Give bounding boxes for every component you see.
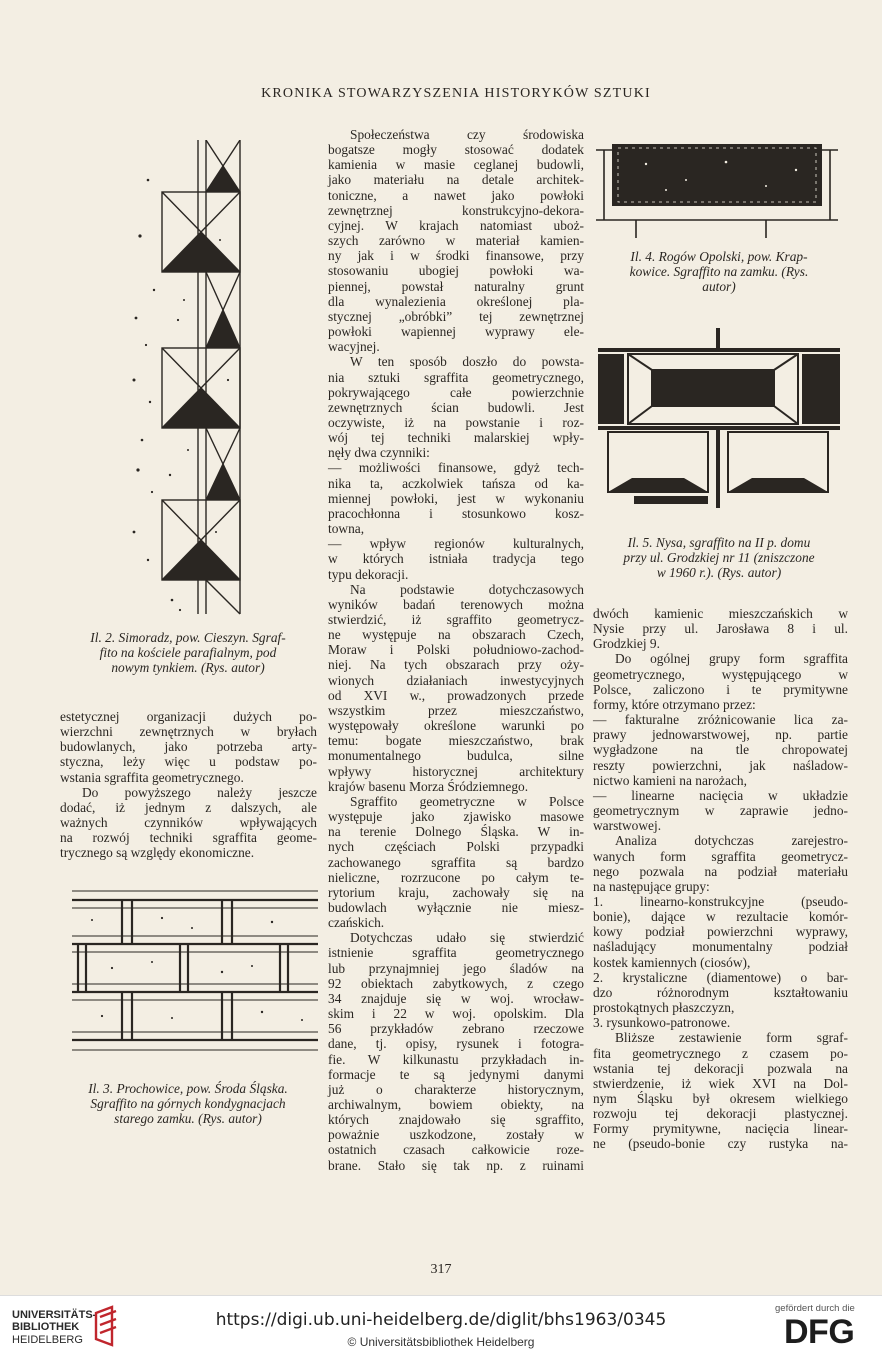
right-column-text: dwóch kamienic mieszczańskich w Nysie przy ul. Jarosława 8 i ul. Grodzkiej 9. Do ogólnej grupy form sgraffita geometrycznego, występującego w Polsce, zaliczono i te prymitywne formy, które otrzymano przez: — fakturalne zróżnicowanie lica za- prawy jednowarstwowej, np. partie wygładzone na tle chropowatej reszty powierzchni, jak naśladow- nictwo kamieni na narożach, — linearne nacięcia w układzie geometrycznym w zaprawie jedno- warstwowej. Analiza dotychczas zarejestro- wanych form sgraffita geometrycz- nego pozwala na podział materiału na następujące grupy: 1. linearno-konstrukcyjne (pseudo- bonie), dające w rezultacie komór- kowy podział powierzchni wyprawy, naśladujący monumentalny podział kostek kamiennych (ciosów), 2. krystaliczne (diamentowe) o bar- dzo różnorodnym kształtowaniu prostokątnych płaszczyzn, 3. rysunkowo-patronowe. Bliższe zestawienie form sgraf- fita geometrycznego z czasem po- wstania tej dekoracji pozwala na stwierdzenie, iż wiek XVI na Dol- nym Śląsku był okresem wielkiego rozwoju tej dekoracji plastycznej. Formy prymitywne, nacięcia linear- ne (pseudo-bonie czy rustyka na-	[593, 606, 848, 1152]
page-url-link[interactable]: https://digi.ub.uni-heidelberg.de/diglit/bhs1963/0345	[215, 1310, 667, 1330]
funding-label: gefördert durch die	[775, 1303, 855, 1314]
figure-5-caption: Il. 5. Nysa, sgraffito na II p. domu przy ul. Grodzkiej nr 11 (zniszczone w 1960 r.). (Rys. autor)	[623, 535, 815, 581]
copyright-notice: © Universitätsbibliothek Heidelberg	[347, 1335, 535, 1349]
figure-3-drawing	[72, 888, 318, 1064]
running-header: KRONIKA STOWARZYSZENIA HISTORYKÓW SZTUKI	[261, 86, 651, 101]
library-logo-text[interactable]: UNIVERSITÄTS- BIBLIOTHEK HEIDELBERG	[12, 1309, 97, 1346]
figure-3-caption: Il. 3. Prochowice, pow. Środa Śląska. Sgraffito na górnych kondygnacjach starego zamku. (Rys. autor)	[88, 1081, 288, 1127]
figure-5-drawing	[598, 328, 840, 508]
middle-column-text: Społeczeństwa czy środowiska bogatsze mogły stosować dodatek kamienia w masie ceglanej budowli, jako materiału na detale architek- tonicznе, a nawet jako powłoki zewnętrznej konstrukcyjno-dekora- cyjnej. W krajach natomiast uboż- szych zarówno w materiał kamien- ny jak i w środki finansowe, przy stosowaniu ubogiej powłoki wa- piennej, powstał naturalny grunt dla wynalezienia określonej pla- stycznej „obróbki” tej zewnętrznej powłoki wapiennej wyprawy ele- wacyjnej. W ten sposób doszło do powsta- nia sztuki sgraffita geometrycznego, pokrywającego całe powierzchnie zewnętrznych ścian budowli. Jest oczywiste, iż na powstanie i roz- wój tej techniki malarskiej wpły- nęły dwa czynniki: — możliwości finansowe, gdyż tech- nika ta, aczkolwiek tańsza od ka- miennej powłoki, jest w wykonaniu pracochłonna i stosunkowo kosz- towna, — wpływ regionów kulturalnych, w których istniała tradycja tego typu dekoracji. Na podstawie dotychczasowych wyników badań terenowych można stwierdzić, iż sgraffito geometrycz- ne występuje na obszarach Czech, Moraw i Polski południowo-zachod- niej. Na tych obszarach przy oży- wionych działaniach inwestycyjnych od XVI w., prowadzonych przede wszystkim przez mieszczaństwo, występowały określone warunki po temu: bogate mieszczaństwo, brak monumentalnego budulca, silne wpływy historycznej architektury krajów basenu Morza Śródziemnego. Sgraffito geometryczne w Polsce występuje jako zjawisko masowe na terenie Dolnego Śląska. W in- nych częściach Polski przypadki zachowanego sgraffita są bardzo nieliczne, rozrzucone po całym te- rytorium kraju, zachowały się na budowlach wyłącznie nie miesz- czańskich. Dotychczas udało się stwierdzić istnienie sgraffita geometrycznego lub przynajmniej jego śladów na 92 obiektach zabytkowych, z czego 34 znajduje się w woj. wrocław- skim i 22 w woj. opolskim. Dla 56 przykładów zebrano rzeczowe dane, tj. opisy, rysunek i fotogra- fie. W kilkunastu przykładach in- formacje te są jedynymi danymi już o charakterze historycznym, archiwalnym, bowiem obiekty, na których znajdowało się sgraffito, poważnie uszkodzone, zostały w ostatnich czasach całkowicie roze- brane. Stało się tak np. z ruinami	[328, 127, 584, 1173]
figure-2-caption: Il. 2. Simoradz, pow. Cieszyn. Sgraf- fito na kościele parafialnym, pod nowym tynkiem. (Rys. autor)	[90, 630, 286, 676]
figure-4-drawing	[596, 134, 838, 238]
left-column-text: estetycznej organizacji dużych po- wierzchni zewnętrznych w bryłach budowlanych, jako potrzeba arty- styczna, leży więc u podstaw po- wstania sgraffita geometrycznego. Do powyższego należy jeszcze dodać, iż jednym z dalszych, ale ważnych czynników wpływających na rozwój techniki sgraffita geome- trycznego są względy ekonomiczne.	[60, 709, 317, 861]
page-number: 317	[430, 1262, 452, 1277]
figure-4-caption: Il. 4. Rogów Opolski, pow. Krap- kowice. Sgraffito na zamku. (Rys. autor)	[629, 249, 809, 295]
figure-2-drawing	[128, 140, 258, 620]
dfg-logo[interactable]: DFG	[784, 1313, 855, 1351]
